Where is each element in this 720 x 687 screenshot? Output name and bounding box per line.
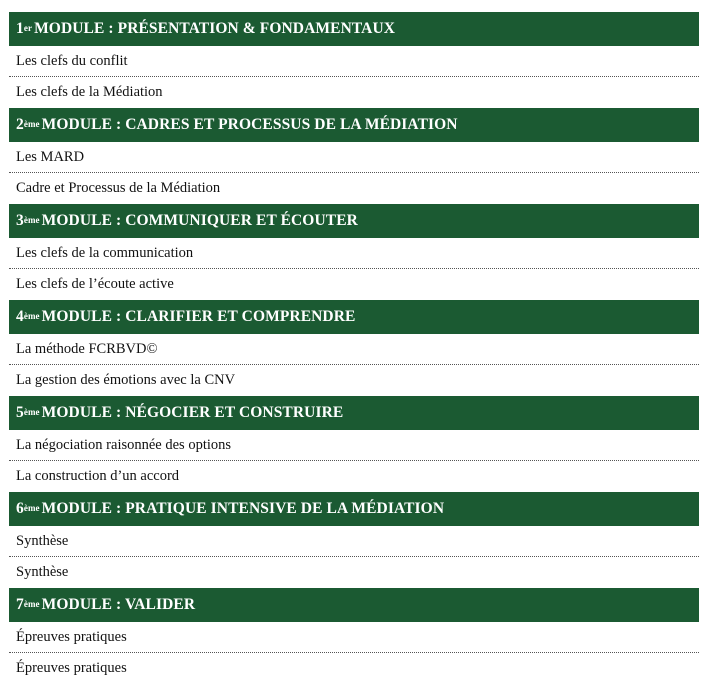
module-2-item-1: Les MARD	[9, 142, 699, 173]
module-5-item-1: La négociation raisonnée des options	[9, 430, 699, 461]
module-1-item-2: Les clefs de la Médiation	[16, 84, 163, 100]
module-3-suffix: ème	[23, 215, 40, 225]
module-1-item-1: Les clefs du conflit	[9, 46, 699, 77]
module-5-title: MODULE : NÉGOCIER ET CONSTRUIRE	[41, 404, 344, 421]
module-5-number: 5	[16, 404, 24, 421]
module-3-item-2: Les clefs de l’écoute active	[16, 276, 174, 292]
module-7-suffix: ème	[23, 599, 40, 609]
module-4-number: 4	[16, 308, 24, 325]
module-2-number: 2	[16, 116, 24, 133]
module-7-number: 7	[16, 596, 24, 613]
module-6-number: 6	[16, 500, 24, 517]
module-2-title: MODULE : CADRES ET PROCESSUS DE LA MÉDIATION	[41, 116, 458, 133]
module-4-suffix: ème	[23, 311, 40, 321]
module-6-item-1: Synthèse	[9, 526, 699, 557]
module-1-number: 1	[16, 20, 24, 37]
module-7-title: MODULE : VALIDER	[41, 596, 196, 613]
module-5-item-2: La construction d’un accord	[16, 468, 180, 484]
module-4-title: MODULE : CLARIFIER ET COMPRENDRE	[41, 308, 356, 325]
module-1-header	[9, 12, 699, 46]
module-4-item-1: La méthode FCRBVD©	[9, 334, 699, 365]
module-6-title: MODULE : PRATIQUE INTENSIVE DE LA MÉDIATION	[41, 500, 445, 517]
module-1-title: MODULE : PRÉSENTATION & FONDAMENTAUX	[34, 20, 396, 37]
module-6-item-2: Synthèse	[16, 564, 69, 580]
module-1-suffix: er	[23, 23, 33, 33]
module-7-item-2: Épreuves pratiques	[16, 660, 127, 676]
module-4-item-2: La gestion des émotions avec la CNV	[16, 372, 236, 388]
module-4-header	[9, 300, 699, 334]
module-7-header	[9, 588, 699, 622]
module-2-item-2: Cadre et Processus de la Médiation	[16, 180, 221, 196]
module-5-header	[9, 396, 699, 430]
module-3-number: 3	[16, 212, 24, 229]
module-7-item-1: Épreuves pratiques	[9, 622, 699, 653]
module-5-suffix: ème	[23, 407, 40, 417]
module-2-header	[9, 108, 699, 142]
module-3-item-1: Les clefs de la communication	[9, 238, 699, 269]
module-table	[9, 12, 699, 684]
module-6-header	[9, 492, 699, 526]
module-2-suffix: ème	[23, 119, 40, 129]
module-6-suffix: ème	[23, 503, 40, 513]
module-3-header	[9, 204, 699, 238]
module-3-title: MODULE : COMMUNIQUER ET ÉCOUTER	[41, 212, 358, 229]
